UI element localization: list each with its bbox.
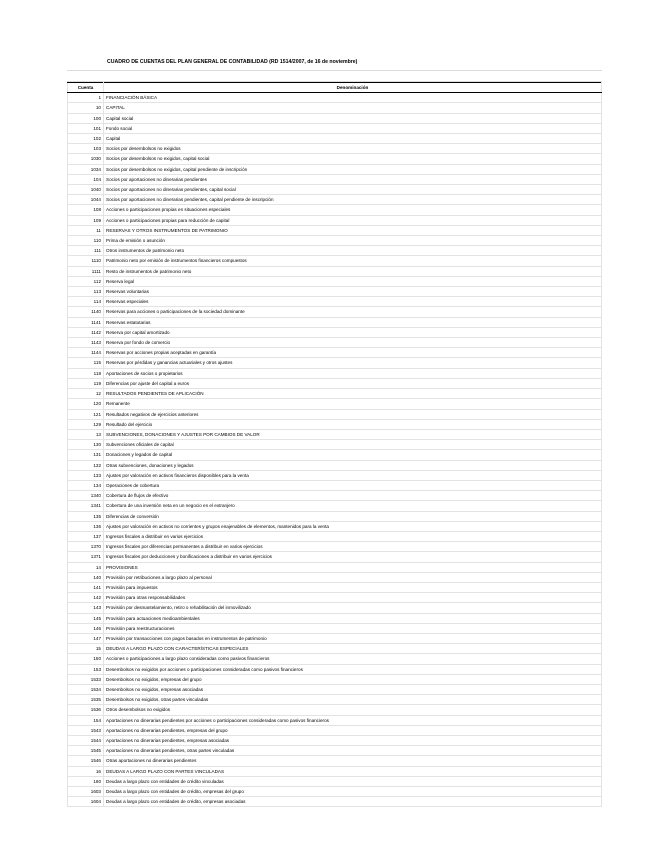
- table-row: [68, 674, 602, 684]
- account-code: 13: [68, 429, 104, 439]
- table-row: [68, 195, 602, 205]
- table-row: [68, 266, 602, 276]
- account-description: DEUDAS A LARGO PLAZO CON CARACTERÍSTICAS ESPECIALES: [104, 644, 602, 654]
- account-description: Desembolsos no exigidos por acciones o participaciones consideradas como pasivos financieros: [104, 664, 602, 674]
- account-description: Remanente: [104, 399, 602, 409]
- table-row: [68, 246, 602, 256]
- account-code: 1110: [68, 256, 104, 266]
- account-code: 113: [68, 287, 104, 297]
- account-description: Otras aportaciones no dinerarias pendientes: [104, 756, 602, 766]
- account-description: Provisión para impuestos: [104, 582, 602, 592]
- account-code: 135: [68, 511, 104, 521]
- table-row: [68, 603, 602, 613]
- table-row: [68, 358, 602, 368]
- account-description: Otros instrumentos de patrimonio neto: [104, 246, 602, 256]
- account-code: 16: [68, 766, 104, 776]
- table-row: [68, 746, 602, 756]
- account-code: 134: [68, 480, 104, 490]
- account-description: Reservas por acciones propias aceptadas en garantía: [104, 348, 602, 358]
- group-row: [68, 389, 602, 399]
- account-description: Reservas voluntarias: [104, 287, 602, 297]
- table-row: [68, 113, 602, 123]
- account-code: 1040: [68, 185, 104, 195]
- table-row: [68, 684, 602, 694]
- table-row: [68, 776, 602, 786]
- account-description: Fondo social: [104, 123, 602, 133]
- account-code: 1603: [68, 787, 104, 797]
- account-code: 110: [68, 236, 104, 246]
- table-row: [68, 440, 602, 450]
- table-row: [68, 307, 602, 317]
- account-description: Patrimonio neto por emisión de instrumentos financieros compuestos: [104, 256, 602, 266]
- group-row: [68, 644, 602, 654]
- account-description: Ajustes por valoración en activos no corrientes y grupos enajenables de elementos, mantenidos para la venta: [104, 521, 602, 531]
- table-row: [68, 623, 602, 633]
- account-code: 118: [68, 368, 104, 378]
- account-description: Provisión por transacciones con pagos basados en instrumentos de patrimonio: [104, 633, 602, 643]
- account-description: Cobertura de flujos de efectivo: [104, 491, 602, 501]
- account-description: Provisión por retribuciones a largo plazo al personal: [104, 572, 602, 582]
- account-description: Acciones o participaciones propias para reducción de capital: [104, 215, 602, 225]
- account-description: Resultado del ejercicio: [104, 419, 602, 429]
- table-row: [68, 470, 602, 480]
- group-row: [68, 766, 602, 776]
- account-code: 1142: [68, 327, 104, 337]
- table-row: [68, 164, 602, 174]
- account-description: Prima de emisión o asunción: [104, 236, 602, 246]
- table-row: [68, 491, 602, 501]
- spacer-row: [67, 71, 602, 82]
- account-description: FINANCIACIÓN BÁSICA: [104, 93, 602, 103]
- account-code: 103: [68, 144, 104, 154]
- table-row: [68, 633, 602, 643]
- account-description: Capital: [104, 134, 602, 144]
- table-row: [68, 174, 602, 184]
- account-description: Socios por desembolsos no exigidos: [104, 144, 602, 154]
- group-row: [68, 103, 602, 113]
- table-row: [68, 276, 602, 286]
- account-code: 146: [68, 623, 104, 633]
- account-description: Ingresos fiscales por diferencias permanentes a distribuir en varios ejercicios: [104, 542, 602, 552]
- account-description: CAPITAL: [104, 103, 602, 113]
- account-code: 150: [68, 654, 104, 664]
- account-description: Desembolsos no exigidos, otras partes vinculadas: [104, 695, 602, 705]
- account-description: Acciones o participaciones a largo plazo consideradas como pasivos financieros: [104, 654, 602, 664]
- account-description: DEUDAS A LARGO PLAZO CON PARTES VINCULADAS: [104, 766, 602, 776]
- account-code: 112: [68, 276, 104, 286]
- account-description: Provisión por desmantelamiento, retiro o rehabilitación del inmovilizado: [104, 603, 602, 613]
- table-row: [68, 654, 602, 664]
- account-description: Donaciones y legados de capital: [104, 450, 602, 460]
- account-code: 1543: [68, 725, 104, 735]
- document-title: CUADRO DE CUENTAS DEL PLAN GENERAL DE CONTABILIDAD (RD 1514/2007, de 16 de noviembre): [107, 59, 358, 65]
- account-code: 145: [68, 613, 104, 623]
- account-code: 120: [68, 399, 104, 409]
- account-code: 15: [68, 644, 104, 654]
- table-row: [68, 797, 602, 807]
- table-row: [68, 593, 602, 603]
- account-description: Provisión para actuaciones medioambientales: [104, 613, 602, 623]
- account-code: 115: [68, 358, 104, 368]
- table-row: [68, 787, 602, 797]
- account-code: 114: [68, 297, 104, 307]
- account-code: 130: [68, 440, 104, 450]
- account-description: Acciones o participaciones propias en situaciones especiales: [104, 205, 602, 215]
- account-code: 1546: [68, 756, 104, 766]
- account-code: 1604: [68, 797, 104, 807]
- account-description: Reserva legal: [104, 276, 602, 286]
- account-description: Aportaciones no dinerarias pendientes por acciones o participaciones consideradas como pasivos financieros: [104, 715, 602, 725]
- account-description: Ajustes por valoración en activos financieros disponibles para la venta: [104, 470, 602, 480]
- table-row: [68, 134, 602, 144]
- account-code: 131: [68, 450, 104, 460]
- account-code: 1111: [68, 266, 104, 276]
- table-row: [68, 705, 602, 715]
- account-description: Reservas especiales: [104, 297, 602, 307]
- table-row: [68, 736, 602, 746]
- account-description: Deudas a largo plazo con entidades de crédito vinculadas: [104, 776, 602, 786]
- account-code: 1144: [68, 348, 104, 358]
- account-description: Aportaciones no dinerarias pendientes, empresas del grupo: [104, 725, 602, 735]
- table-row: [68, 460, 602, 470]
- account-description: Socios por desembolsos no exigidos, capital social: [104, 154, 602, 164]
- account-description: Operaciones de cobertura: [104, 480, 602, 490]
- table-row: [68, 715, 602, 725]
- table-row: [68, 531, 602, 541]
- account-code: 147: [68, 633, 104, 643]
- table-row: [68, 348, 602, 358]
- account-description: RESERVAS Y OTROS INSTRUMENTOS DE PATRIMONIO: [104, 225, 602, 235]
- account-description: Aportaciones no dinerarias pendientes, empresas asociadas: [104, 736, 602, 746]
- account-code: 109: [68, 215, 104, 225]
- account-description: Provisión para reestructuraciones: [104, 623, 602, 633]
- table-row: [68, 287, 602, 297]
- table-row: [68, 552, 602, 562]
- account-code: 1370: [68, 542, 104, 552]
- account-code: 154: [68, 715, 104, 725]
- accounts-table: [67, 82, 602, 807]
- account-code: 1: [68, 93, 104, 103]
- account-description: Aportaciones de socios o propietarios: [104, 368, 602, 378]
- table-row: [68, 409, 602, 419]
- account-code: 1544: [68, 736, 104, 746]
- account-code: 1534: [68, 684, 104, 694]
- title-row: [67, 56, 602, 71]
- account-description: Reservas para acciones o participaciones de la sociedad dominante: [104, 307, 602, 317]
- account-code: 153: [68, 664, 104, 674]
- account-code: 1141: [68, 317, 104, 327]
- account-code: 102: [68, 134, 104, 144]
- table-row: [68, 521, 602, 531]
- table-header-row: [68, 83, 602, 93]
- account-description: Socios por aportaciones no dinerarias pendientes: [104, 174, 602, 184]
- account-description: RESULTADOS PENDIENTES DE APLICACIÓN: [104, 389, 602, 399]
- account-code: 1030: [68, 154, 104, 164]
- account-code: 1341: [68, 501, 104, 511]
- account-code: 1371: [68, 552, 104, 562]
- table-row: [68, 297, 602, 307]
- account-code: 101: [68, 123, 104, 133]
- account-code: 10: [68, 103, 104, 113]
- table-row: [68, 256, 602, 266]
- account-code: 104: [68, 174, 104, 184]
- account-code: 140: [68, 572, 104, 582]
- table-row: [68, 572, 602, 582]
- account-code: 1536: [68, 705, 104, 715]
- account-description: Deudas a largo plazo con entidades de crédito, empresas asociadas: [104, 797, 602, 807]
- table-row: [68, 756, 602, 766]
- account-code: 11: [68, 225, 104, 235]
- table-row: [68, 368, 602, 378]
- account-description: Reservas por pérdidas y ganancias actuariales y otros ajustes: [104, 358, 602, 368]
- account-description: Reserva por capital amortizado: [104, 327, 602, 337]
- account-code: 143: [68, 603, 104, 613]
- table-row: [68, 450, 602, 460]
- account-description: Diferencias por ajuste del capital a euros: [104, 378, 602, 388]
- table-row: [68, 236, 602, 246]
- account-description: Otros desembolsos no exigidos: [104, 705, 602, 715]
- table-row: [68, 725, 602, 735]
- account-code: 1545: [68, 746, 104, 756]
- account-code: 108: [68, 205, 104, 215]
- account-code: 129: [68, 419, 104, 429]
- table-row: [68, 185, 602, 195]
- account-description: Ingresos fiscales a distribuir en varios ejercicios: [104, 531, 602, 541]
- group-row: [68, 93, 602, 103]
- account-description: Socios por aportaciones no dinerarias pendientes, capital pendiente de inscripción: [104, 195, 602, 205]
- account-code: 1143: [68, 338, 104, 348]
- account-description: Socios por desembolsos no exigidos, capital pendiente de inscripción: [104, 164, 602, 174]
- account-description: Deudas a largo plazo con entidades de crédito, empresas del grupo: [104, 787, 602, 797]
- table-row: [68, 419, 602, 429]
- account-code: 1140: [68, 307, 104, 317]
- table-row: [68, 511, 602, 521]
- account-description: Resto de instrumentos de patrimonio neto: [104, 266, 602, 276]
- account-code: 119: [68, 378, 104, 388]
- table-row: [68, 317, 602, 327]
- account-code: 137: [68, 531, 104, 541]
- account-code: 142: [68, 593, 104, 603]
- table-row: [68, 542, 602, 552]
- table-row: [68, 378, 602, 388]
- account-description: Cobertura de una inversión neta en un negocio en el extranjero: [104, 501, 602, 511]
- account-description: Desembolsos no exigidos, empresas del grupo: [104, 674, 602, 684]
- account-code: 132: [68, 460, 104, 470]
- account-description: Otras subvenciones, donaciones y legados: [104, 460, 602, 470]
- account-code: 100: [68, 113, 104, 123]
- account-description: Subvenciones oficiales de capital: [104, 440, 602, 450]
- account-description: PROVISIONES: [104, 562, 602, 572]
- account-code: 133: [68, 470, 104, 480]
- spreadsheet-page: [67, 56, 602, 807]
- group-row: [68, 429, 602, 439]
- table-row: [68, 205, 602, 215]
- table-row: [68, 215, 602, 225]
- account-description: Desembolsos no exigidos, empresas asociadas: [104, 684, 602, 694]
- account-code: 160: [68, 776, 104, 786]
- table-row: [68, 327, 602, 337]
- account-description: Socios por aportaciones no dinerarias pendientes, capital social: [104, 185, 602, 195]
- account-description: Reservas estatutarias: [104, 317, 602, 327]
- table-body: [68, 93, 602, 807]
- header-code: Cuenta: [68, 83, 104, 93]
- account-code: 141: [68, 582, 104, 592]
- account-code: 1044: [68, 195, 104, 205]
- table-row: [68, 399, 602, 409]
- account-code: 1533: [68, 674, 104, 684]
- account-description: Ingresos fiscales por deducciones y bonificaciones a distribuir en varios ejercicios: [104, 552, 602, 562]
- table-row: [68, 480, 602, 490]
- account-code: 14: [68, 562, 104, 572]
- group-row: [68, 225, 602, 235]
- account-description: SUBVENCIONES, DONACIONES Y AJUSTES POR CAMBIOS DE VALOR: [104, 429, 602, 439]
- header-description: Denominación: [104, 83, 602, 93]
- account-code: 111: [68, 246, 104, 256]
- account-description: Provisión para otras responsabilidades: [104, 593, 602, 603]
- account-code: 136: [68, 521, 104, 531]
- account-code: 1034: [68, 164, 104, 174]
- table-row: [68, 123, 602, 133]
- account-code: 121: [68, 409, 104, 419]
- account-code: 1535: [68, 695, 104, 705]
- table-row: [68, 154, 602, 164]
- table-row: [68, 582, 602, 592]
- group-row: [68, 562, 602, 572]
- table-row: [68, 338, 602, 348]
- account-code: 1340: [68, 491, 104, 501]
- table-row: [68, 695, 602, 705]
- table-row: [68, 144, 602, 154]
- account-description: Aportaciones no dinerarias pendientes, otras partes vinculadas: [104, 746, 602, 756]
- table-row: [68, 664, 602, 674]
- table-row: [68, 613, 602, 623]
- account-description: Capital social: [104, 113, 602, 123]
- account-description: Resultados negativos de ejercicios anteriores: [104, 409, 602, 419]
- account-description: Diferencias de conversión: [104, 511, 602, 521]
- account-code: 12: [68, 389, 104, 399]
- table-row: [68, 501, 602, 511]
- account-description: Reserva por fondo de comercio: [104, 338, 602, 348]
